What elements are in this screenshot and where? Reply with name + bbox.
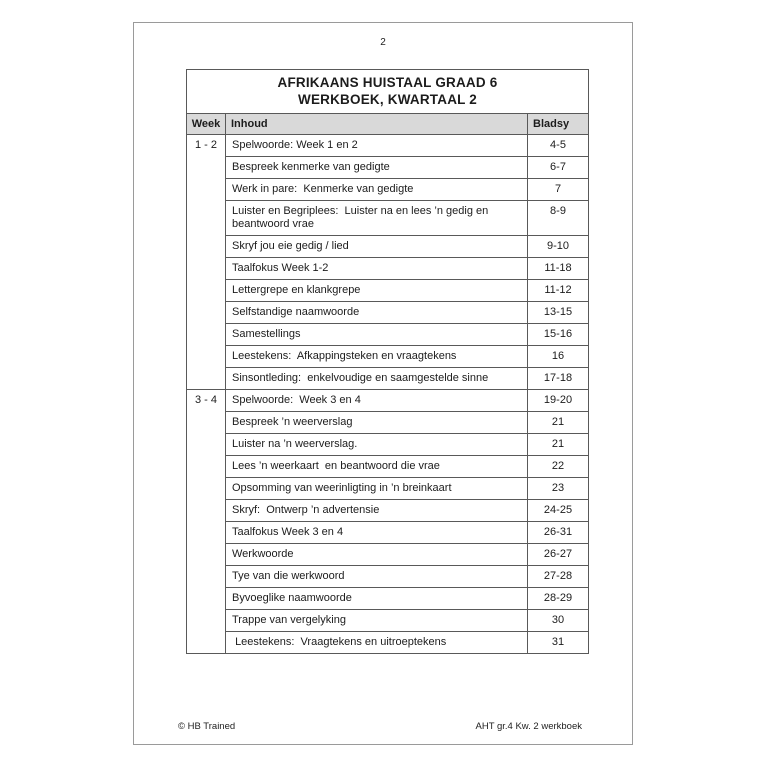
pages-cell: 8-9 <box>528 201 589 236</box>
table-row <box>187 157 589 179</box>
content-cell: Taalfokus Week 1-2 <box>226 258 528 280</box>
content-cell: Lettergrepe en klankgrepe <box>226 280 528 302</box>
pages-cell: 11-18 <box>528 258 589 280</box>
pages-cell: 21 <box>528 434 589 456</box>
table-row <box>187 566 589 588</box>
column-header-row <box>187 114 589 135</box>
table-row <box>187 456 589 478</box>
table-row <box>187 588 589 610</box>
week-cell: 3 - 4 <box>187 390 226 654</box>
content-cell: Selfstandige naamwoorde <box>226 302 528 324</box>
content-cell: Skryf jou eie gedig / lied <box>226 236 528 258</box>
content-cell: Samestellings <box>226 324 528 346</box>
table-row <box>187 201 589 236</box>
pages-cell: 26-31 <box>528 522 589 544</box>
table-row <box>187 500 589 522</box>
workbook-title-line1: AFRIKAANS HUISTAAL GRAAD 6 <box>277 75 498 90</box>
pages-cell: 13-15 <box>528 302 589 324</box>
content-cell: Sinsontleding: enkelvoudige en saamgestelde sinne <box>226 368 528 390</box>
content-cell: Bespreek ’n weerverslag <box>226 412 528 434</box>
content-cell: Tye van die werkwoord <box>226 566 528 588</box>
content-cell: Trappe van vergelyking <box>226 610 528 632</box>
content-cell: Bespreek kenmerke van gedigte <box>226 157 528 179</box>
table-row <box>187 544 589 566</box>
column-header-week: Week <box>187 114 226 135</box>
content-cell: Leestekens: Vraagtekens en uitroeptekens <box>226 632 528 654</box>
week-cell: 1 - 2 <box>187 135 226 390</box>
table-row <box>187 434 589 456</box>
pages-cell: 7 <box>528 179 589 201</box>
content-cell: Byvoeglike naamwoorde <box>226 588 528 610</box>
table-row <box>187 346 589 368</box>
table-row <box>187 412 589 434</box>
pages-cell: 22 <box>528 456 589 478</box>
pages-cell: 31 <box>528 632 589 654</box>
workbook-title-line2: WERKBOEK, KWARTAAL 2 <box>298 92 477 107</box>
pages-cell: 11-12 <box>528 280 589 302</box>
table-row <box>187 236 589 258</box>
content-cell: Opsomming van weerinligting in ’n breinkaart <box>226 478 528 500</box>
table-row <box>187 302 589 324</box>
contents-table-body <box>187 135 589 654</box>
pages-cell: 4-5 <box>528 135 589 157</box>
table-row <box>187 179 589 201</box>
table-row <box>187 324 589 346</box>
pages-cell: 30 <box>528 610 589 632</box>
pages-cell: 15-16 <box>528 324 589 346</box>
document-page <box>133 22 633 745</box>
pages-cell: 28-29 <box>528 588 589 610</box>
content-cell: Spelwoorde: Week 1 en 2 <box>226 135 528 157</box>
table-row <box>187 135 589 157</box>
column-header-inhoud: Inhoud <box>226 114 528 135</box>
table-row <box>187 368 589 390</box>
content-cell: Lees ’n weerkaart en beantwoord die vrae <box>226 456 528 478</box>
pages-cell: 23 <box>528 478 589 500</box>
workbook-title-cell <box>187 70 589 114</box>
table-row <box>187 632 589 654</box>
pages-cell: 6-7 <box>528 157 589 179</box>
table-row <box>187 610 589 632</box>
pages-cell: 9-10 <box>528 236 589 258</box>
content-cell: Spelwoorde: Week 3 en 4 <box>226 390 528 412</box>
content-cell: Werk in pare: Kenmerke van gedigte <box>226 179 528 201</box>
pages-cell: 16 <box>528 346 589 368</box>
workbook-title-row <box>187 70 589 114</box>
table-row <box>187 280 589 302</box>
footer-docname: AHT gr.4 Kw. 2 werkboek <box>475 721 582 732</box>
pages-cell: 17-18 <box>528 368 589 390</box>
page-number: 2 <box>380 37 386 48</box>
table-row <box>187 478 589 500</box>
pages-cell: 26-27 <box>528 544 589 566</box>
pages-cell: 21 <box>528 412 589 434</box>
content-cell: Leestekens: Afkappingsteken en vraagtekens <box>226 346 528 368</box>
content-cell: Luister en Begriplees: Luister na en lees ’n gedig en beantwoord vrae <box>226 201 528 236</box>
table-row <box>187 522 589 544</box>
footer-copyright: © HB Trained <box>178 721 236 732</box>
pages-cell: 27-28 <box>528 566 589 588</box>
pages-cell: 24-25 <box>528 500 589 522</box>
content-cell: Taalfokus Week 3 en 4 <box>226 522 528 544</box>
table-row <box>187 390 589 412</box>
table-row <box>187 258 589 280</box>
content-cell: Werkwoorde <box>226 544 528 566</box>
content-cell: Skryf: Ontwerp ’n advertensie <box>226 500 528 522</box>
content-cell: Luister na ’n weerverslag. <box>226 434 528 456</box>
column-header-bladsy: Bladsy <box>528 114 589 135</box>
contents-table <box>186 69 589 654</box>
page-footer <box>178 721 582 732</box>
pages-cell: 19-20 <box>528 390 589 412</box>
